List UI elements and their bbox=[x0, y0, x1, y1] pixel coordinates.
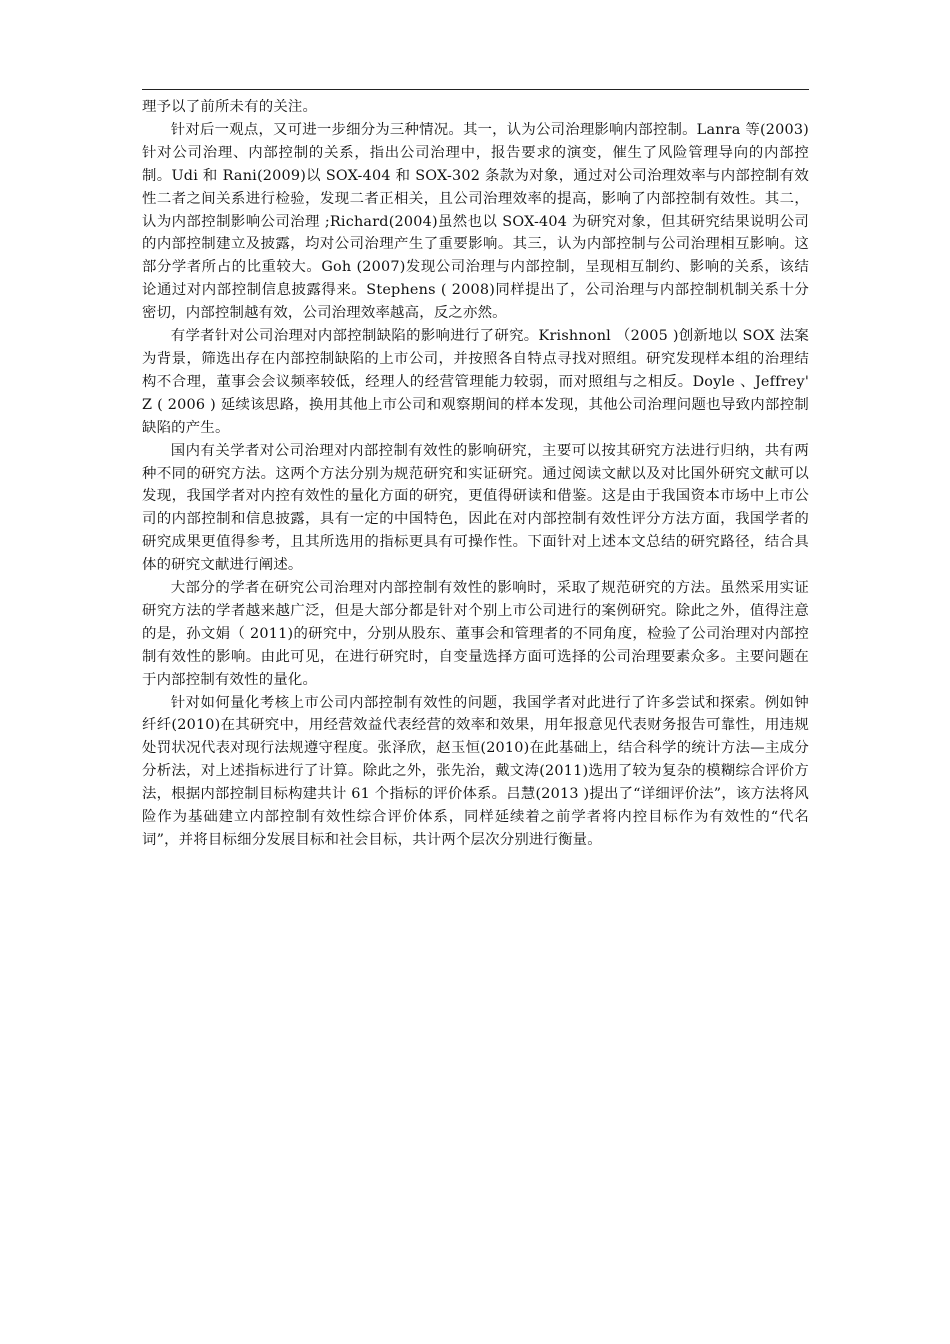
body-text bbox=[142, 96, 809, 852]
paragraph-3: 有学者针对公司治理对内部控制缺陷的影响进行了研究。Krishnonl （2005 )创新地以 SOX 法案为背景，筛选出存在内部控制缺陷的上市公司，并按照各自特点寻找对照组。研究发现样本组的治理结构不合理，董事会会议频率较低，经理人的经营管理能力较弱，而对照组与之相反。Doyle 、Jeffrey' Z ( 2006 ) 延续该思路，换用其他上市公司和观察期间的样本发现，其他公司治理问题也导致内部控制缺陷的产生。 bbox=[142, 328, 809, 436]
paragraph-4: 国内有关学者对公司治理对内部控制有效性的影响研究，主要可以按其研究方法进行归纳，共有两种不同的研究方法。这两个方法分别为规范研究和实证研究。通过阅读文献以及对比国外研究文献可以发现，我国学者对内控有效性的量化方面的研究，更值得研读和借鉴。这是由于我国资本市场中上市公司的内部控制和信息披露，具有一定的中国特色，因此在对内部控制有效性评分方法方面，我国学者的研究成果更值得参考，且其所选用的指标更具有可操作性。下面针对上述本文总结的研究路径，结合具体的研究文献进行阐述。 bbox=[142, 442, 809, 574]
paragraph-6: 针对如何量化考核上市公司内部控制有效性的问题，我国学者对此进行了许多尝试和探索。例如钟纤纤(2010)在其研究中，用经营效益代表经营的效率和效果，用年报意见代表财务报告可靠性，用违规处罚状况代表对现行法规遵守程度。张泽欣，赵玉恒(2010)在此基础上，结合科学的统计方法—主成分分析法，对上述指标进行了计算。除此之外，张先治，戴文涛(2011)选用了较为复杂的模糊综合评价方法，根据内部控制目标构建共计 61 个指标的评价体系。吕慧(2013 )提出了“详细评价法”，该方法将风险作为基础建立内部控制有效性综合评价体系，同样延续着之前学者将内控目标作为有效性的“代名词”，并将目标细分发展目标和社会目标，共计两个层次分别进行衡量。 bbox=[142, 694, 809, 848]
paragraph-5: 大部分的学者在研究公司治理对内部控制有效性的影响时，采取了规范研究的方法。虽然采用实证研究方法的学者越来越广泛，但是大部分都是针对个别上市公司进行的案例研究。除此之外，值得注意的是，孙文娟（ 2011)的研究中，分别从股东、董事会和管理者的不同角度，检验了公司治理对内部控制有效性的影响。由此可见，在进行研究时，自变量选择方面可选择的公司治理要素众多。主要问题在于内部控制有效性的量化。 bbox=[142, 580, 809, 688]
paragraph-1: 理予以了前所未有的关注。 bbox=[142, 99, 318, 115]
header-rule bbox=[142, 89, 809, 90]
paragraph-2: 针对后一观点，又可进一步细分为三种情况。其一，认为公司治理影响内部控制。Lanra 等(2003)针对公司治理、内部控制的关系，指出公司治理中，报告要求的演变，催生了风险管理导向的内部控制。Udi 和 Rani(2009)以 SOX-404 和 SOX-302 条款为对象，通过对公司治理效率与内部控制有效性二者之间关系进行检验，发现二者正相关，且公司治理效率的提高，影响了内部控制有效性。其二，认为内部控制影响公司治理 ;Richard(2004)虽然也以 SOX-404 为研究对象，但其研究结果说明公司的内部控制建立及披露，均对公司治理产生了重要影响。其三，认为内部控制与公司治理相互影响。这部分学者所占的比重较大。Goh (2007)发现公司治理与内部控制，呈现相互制约、影响的关系，该结论通过对内部控制信息披露得来。Stephens ( 2008)同样提出了，公司治理与内部控制机制关系十分密切，内部控制越有效，公司治理效率越高，反之亦然。 bbox=[142, 121, 809, 322]
